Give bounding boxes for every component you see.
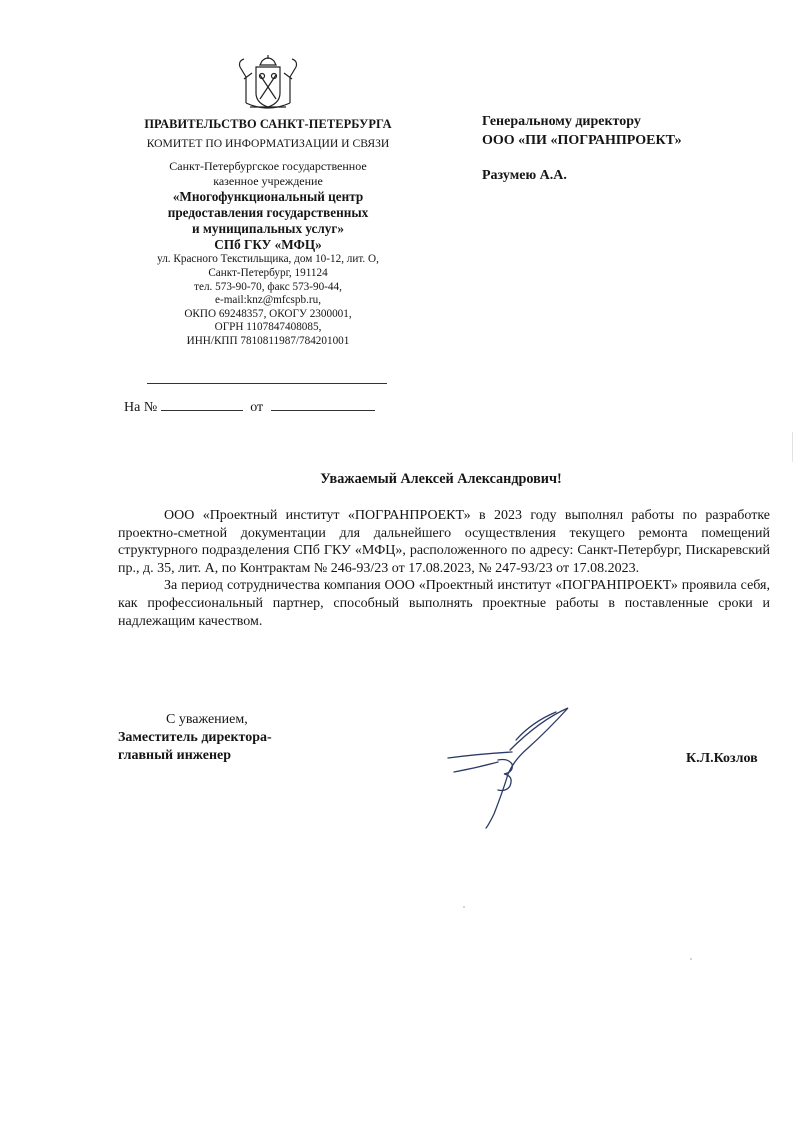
letter-body — [118, 507, 770, 630]
scan-edge-mark — [792, 432, 793, 462]
committee-title: КОМИТЕТ ПО ИНФОРМАТИЗАЦИИ И СВЯЗИ — [146, 137, 390, 151]
signer-position-line1: Заместитель директора- — [118, 730, 272, 745]
scan-speck — [690, 958, 692, 960]
closing-block — [118, 711, 272, 765]
inn-kpp: ИНН/КПП 7810811987/784201001 — [186, 334, 350, 347]
reference-number-blank — [161, 396, 243, 411]
org-name-line2: предоставления государственных — [167, 205, 369, 221]
body-paragraph-1: ООО «Проектный институт «ПОГРАНПРОЕКТ» в 2023 году выполнял работы по разработке проектно-сметной документации для дальнейшего осуществления текущего ремонта помещений структурного подразделения СПб ГКУ «МФЦ», расположенного по адресу: Санкт-Петербург, Пискаревский пр., д. 35, лит. А, по Контрактам № 246-93/23 от 17.08.2023, № 247-93/23 от 17.08.2023. — [118, 508, 770, 576]
org-type-line1: Санкт-Петербургское государственное — [169, 159, 367, 174]
phone-fax: тел. 573-90-70, факс 573-90-44, — [194, 280, 342, 293]
closing-regards: С уважением, — [166, 712, 248, 727]
government-title: ПРАВИТЕЛЬСТВО САНКТ-ПЕТЕРБУРГА — [144, 117, 392, 131]
okpo-okogu: ОКПО 69248357, ОКОГУ 2300001, — [184, 307, 352, 320]
org-name-line3: и муниципальных услуг» — [192, 221, 344, 237]
ogrn: ОГРН 1107847408085, — [214, 321, 322, 334]
addressee-position: Генеральному директору — [482, 114, 641, 129]
org-type-line2: казенное учреждение — [213, 174, 323, 189]
scan-speck — [463, 906, 465, 908]
letterhead — [108, 117, 428, 349]
signer-position-line2: главный инженер — [118, 748, 232, 763]
address-line1: ул. Красного Текстильщика, дом 10-12, лит. О, — [157, 253, 379, 266]
reference-number-label: На № — [124, 400, 158, 415]
spb-coat-of-arms-icon — [236, 55, 300, 115]
address-line2: Санкт-Петербург, 191124 — [208, 267, 328, 279]
org-short-name: СПб ГКУ «МФЦ» — [214, 237, 322, 253]
org-name-line1: «Многофункциональный центр — [172, 189, 364, 205]
body-paragraph-2: За период сотрудничества компания ООО «Проектный институт «ПОГРАНПРОЕКТ» проявила себя, как профессиональный партнер, способный выполнять проектные работы в поставленные сроки и надлежащим качеством. — [118, 578, 770, 629]
letterhead-divider — [147, 383, 387, 384]
reference-date-label: от — [250, 400, 264, 415]
email: e-mail:knz@mfcspb.ru, — [215, 294, 321, 307]
reference-date-blank — [271, 396, 375, 411]
addressee-name: Разумею А.А. — [482, 168, 567, 183]
reference-row — [124, 396, 375, 416]
salutation: Уважаемый Алексей Александрович! — [320, 471, 562, 487]
handwritten-signature — [440, 700, 580, 830]
signer-name: К.Л.Козлов — [686, 751, 758, 766]
addressee-company: ООО «ПИ «ПОГРАНПРОЕКТ» — [482, 133, 682, 148]
addressee-block — [482, 112, 682, 185]
